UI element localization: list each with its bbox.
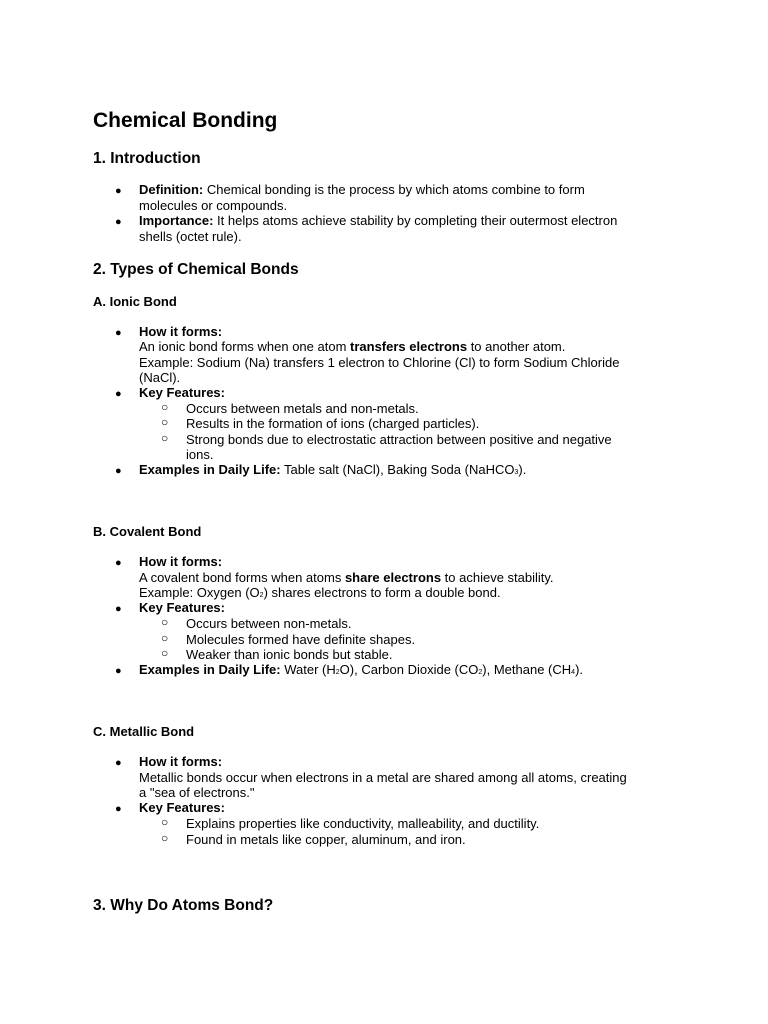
circle-bullet-icon: ○ [161,631,169,645]
circle-bullet-icon: ○ [161,615,169,629]
covalent-how-label: How it forms: [139,554,223,569]
text-span: A covalent bond forms when atoms [139,570,345,585]
metallic-how-text: Metallic bonds occur when electrons in a metal are shared among all atoms, creating [139,770,627,785]
importance-text: It helps atoms achieve stability by completing their outermost electron [213,213,618,228]
covalent-feature-2: Molecules formed have definite shapes. [186,632,416,647]
bullet-icon: ● [115,757,122,769]
importance-line-2: shells (octet rule). [139,229,242,244]
page-title: Chemical Bonding [93,109,278,132]
covalent-feature-3: Weaker than ionic bonds but stable. [186,647,393,662]
subsection-heading-ionic: A. Ionic Bond [93,294,177,309]
covalent-how-text [139,570,554,586]
bullet-icon: ● [115,388,122,400]
bullet-icon: ● [115,557,122,569]
subscript: 3 [514,469,519,476]
text-span: O), Carbon Dioxide (CO [339,662,479,677]
bullet-icon: ● [115,216,122,228]
text-span: to another atom. [467,339,566,354]
text-span: ). [518,462,527,477]
subscript: 2 [478,669,483,676]
subscript: 2 [259,592,264,599]
circle-bullet-icon: ○ [161,815,169,829]
definition-line [139,182,585,198]
subscript: 4 [571,669,576,676]
text-span: Table salt (NaCl), Baking Soda (NaHCO [280,462,515,477]
bullet-icon: ● [115,665,122,677]
emphasis-span: share electrons [344,570,442,585]
ionic-example-text-2: (NaCl). [139,370,181,385]
metallic-feature-2: Found in metals like copper, aluminum, and iron. [186,832,466,847]
text-span: Water (H [280,662,336,677]
text-span: ) shares electrons to form a double bond. [263,585,501,600]
circle-bullet-icon: ○ [161,415,169,429]
section-heading-introduction: 1. Introduction [93,150,201,167]
bullet-icon: ● [115,327,122,339]
ionic-key-features-label: Key Features: [139,385,225,400]
subscript: 2 [335,669,340,676]
bullet-icon: ● [115,465,122,477]
importance-line [139,213,617,229]
text-span: ), Methane (CH [482,662,572,677]
metallic-key-features-label: Key Features: [139,800,225,815]
definition-label: Definition: [139,182,204,197]
importance-label: Importance: [139,213,214,228]
covalent-feature-1: Occurs between non-metals. [186,616,352,631]
section-heading-why-bond: 3. Why Do Atoms Bond? [93,897,274,914]
definition-text: Chemical bonding is the process by which atoms combine to form [203,182,585,197]
examples-label: Examples in Daily Life: [139,462,281,477]
text-span: An ionic bond forms when one atom [139,339,351,354]
definition-line-2: molecules or compounds. [139,198,288,213]
subsection-heading-metallic: C. Metallic Bond [93,724,195,739]
text-span: to achieve stability. [441,570,554,585]
circle-bullet-icon: ○ [161,400,169,414]
examples-label: Examples in Daily Life: [139,662,281,677]
circle-bullet-icon: ○ [161,431,169,445]
ionic-feature-2: Results in the formation of ions (charged particles). [186,416,480,431]
bullet-icon: ● [115,803,122,815]
metallic-how-text-2: a "sea of electrons." [139,785,255,800]
bullet-icon: ● [115,185,122,197]
emphasis-span: transfers electrons [350,339,468,354]
subsection-heading-covalent: B. Covalent Bond [93,524,202,539]
ionic-feature-3: Strong bonds due to electrostatic attraction between positive and negative [186,432,612,447]
ionic-how-label: How it forms: [139,324,223,339]
circle-bullet-icon: ○ [161,831,169,845]
metallic-how-label: How it forms: [139,754,223,769]
metallic-feature-1: Explains properties like conductivity, malleability, and ductility. [186,816,540,831]
ionic-examples [139,462,526,481]
covalent-examples [139,662,583,681]
ionic-how-text [139,339,565,355]
bullet-icon: ● [115,603,122,615]
section-heading-types: 2. Types of Chemical Bonds [93,261,299,278]
text-span: Example: Oxygen (O [139,585,260,600]
ionic-feature-3-cont: ions. [186,447,214,462]
covalent-key-features-label: Key Features: [139,600,225,615]
ionic-example-text: Example: Sodium (Na) transfers 1 electron to Chlorine (Cl) to form Sodium Chloride [139,355,620,370]
circle-bullet-icon: ○ [161,646,169,660]
ionic-feature-1: Occurs between metals and non-metals. [186,401,419,416]
text-span: ). [575,662,584,677]
